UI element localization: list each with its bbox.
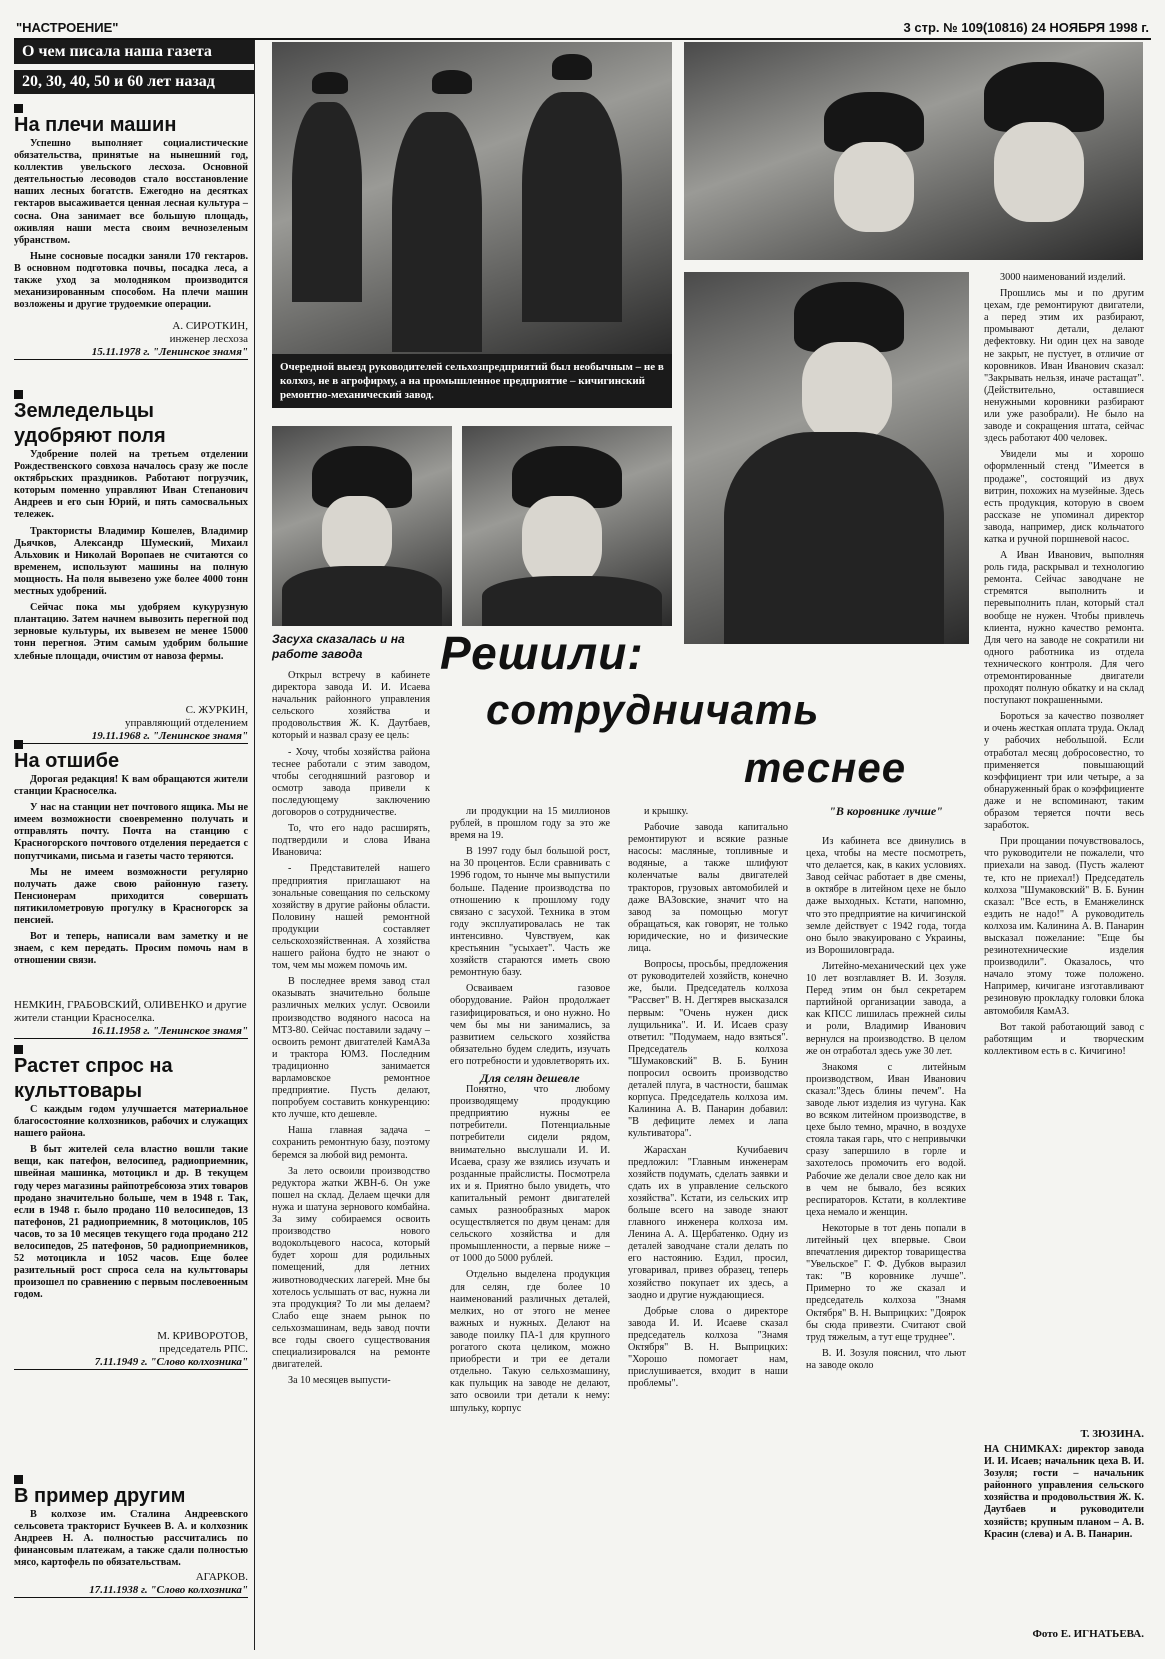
page-header	[14, 20, 1151, 40]
paragraph: Вот и теперь, написали вам заметку и не знаем, с кем передать. Просим помочь нам в отношении связи.	[14, 931, 248, 967]
article-title: Растет спрос на культтовары	[14, 1055, 173, 1102]
archive-column	[14, 100, 248, 1650]
source-date: 17.11.1938 г. "Слово колхозника"	[14, 1584, 248, 1598]
author: АГАРКОВ.	[195, 1571, 248, 1583]
paragraph: Отдельно выделена продукция для селян, где более 10 наименований различных деталей, мелких, но от этого не менее важных и нужных. Делают на заводе поилку ПА-1 для крупного рогатого скота целиком, можно приобрести и три ее детали отдельно. Такую сельхозмашину, как пульщик на заводе не делают, зато освоили три детали к нему: шпульку, корпус	[450, 1269, 610, 1414]
photo-credit: Фото Е. ИГНАТЬЕВА.	[1032, 1628, 1144, 1640]
paragraph: Знакомя с литейным производством, Иван Иванович сказал:"Здесь блины печем". На заводе льют изделия из чугуна. Как во всяком литейном производстве, в цехе было темно, мрачно, в воздухе стояла такая гарь, что с непривычки сразу запершило в горле и захотелось промочить его водой. Рабочие же делали свое дело как ни в чем не бывало, без всяких респираторов. Кстати, в коллективе цеха немало и женщин.	[806, 1061, 966, 1218]
paragraph: Открыл встречу в кабинете директора завода И. И. Исаева начальник районного управления сельского хозяйства и продовольствия Ж. К. Даутбаев, который и назвал сразу ее цель:	[272, 670, 430, 742]
paragraph: Мы не имеем возможности регулярно получать даже свою районную газету. Пенсионерам приходится совершать пятикилометровую прогулку в Красногорск за пенсией.	[14, 866, 248, 927]
author: М. КРИВОРОТОВ,	[157, 1330, 248, 1342]
paragraph: А Иван Иванович, выполняя роль гида, раскрывал и технологию ремонта. Сейчас заводчане не стремятся выполнить и перевыполнить план, который стал вообще не нужен. Чтобы привлечь клиента, нужно качество ремонта. Для чего на заводе не сократили ни одного работника из отдела технического контроля. Для чего отремонтированные двигатели проходят полную обкатку и на склад поступают покрашенными.	[984, 550, 1144, 707]
bullet-icon	[14, 1045, 23, 1054]
main-column-3	[628, 806, 788, 1644]
paragraph: Наша главная задача – сохранить ремонтную базу, поэтому беремся за любой вид ремонта.	[272, 1125, 430, 1161]
article-body	[14, 138, 248, 320]
rubric-line-2: 20, 30, 40, 50 и 60 лет назад	[14, 70, 254, 94]
bullet-icon	[14, 390, 23, 399]
subheading: Для селян дешевле	[480, 1070, 580, 1085]
title-line-3: теснее	[744, 744, 907, 791]
title-line-2: сотрудничать	[486, 686, 820, 733]
paragraph: - Хочу, чтобы хозяйства района теснее работали с этим заводом, чтобы сегодняшний разговор и осмотр завода привели к последующему заключению договоров о сотрудничестве.	[272, 746, 430, 819]
paragraph: Рабочие завода капитально ремонтируют и всякие разные насосы: масляные, топливные и водяные, а также шлифуют коленчатые валы двигателей тракторов, грузовых автомобилей и даже ВАЗовские, значит что на завод за помощью могут обращаться, как говорят, не только юридические, но и физические лица.	[628, 822, 788, 955]
source-date: 16.11.1958 г. "Ленинское знамя"	[14, 1025, 248, 1039]
paragraph: Жарасхан Кучибаевич предложил: "Главным инженерам хозяйств подумать, сделать заявки и сдать их в управление сельского хозяйства". Кстати, из сельских итр больше всего на заводе знают главного инженера колхоза им. Ленина А. А. Щербатенко. Одну из деталей заводчане стали делать по его настоянию. Ездил, просил, уговаривал, привез образец, теперь хозяйство покупает их здесь, а заодно и другие нуждающиеся.	[628, 1144, 788, 1301]
photo-portrait-left	[272, 426, 452, 626]
photo-two-men	[684, 42, 1143, 260]
paragraph: Осваиваем газовое оборудование. Район продолжает газифицироваться, и оно нужно. Но чем бы мы ни занимались, за развитием сельского хозяйства обязательно будем следить, изучать его потребности и удовлетворять их.	[450, 983, 610, 1067]
author: С. ЖУРКИН,	[185, 704, 248, 716]
paragraph: ли продукции на 15 миллионов рублей, в прошлом году за это же время на 19.	[450, 806, 610, 842]
photo-director	[684, 272, 969, 644]
paragraph: При прощании почувствовалось, что руководители не пожалели, что приехали на завод. (Пусть жалеют те, кто не приехал!) Председатель колхоза "Шумаковский" В. Б. Бунин сказал: "Все есть, в Еманжелинск ездить не надо!" А руководитель колхоза им. Калинина А. В. Панарин высказал пожелание: "Еще бы резинотехнические изделия производили". Оказалось, что начало этому тоже положено. Например, кичигане изготавливают резиновую прокладку головки блока автомобиля КамАЗ.	[984, 836, 1144, 1017]
subheading: "В коровнике лучше"	[829, 804, 943, 818]
bullet-icon	[14, 104, 23, 113]
paragraph: и крышку.	[644, 806, 689, 817]
paragraph: Дорогая редакция! К вам обращаются жители станции Красноселка.	[14, 774, 248, 798]
bullet-icon	[14, 1475, 23, 1484]
paragraph: Увидели мы и хорошо оформленный стенд "Имеется в продаже", состоящий из двух витрин, похожих на музейные. Здесь есть продукция, которую в своем рассказе не упоминал директор завода, например, диск кольчатого катка и ручной поршневой насос.	[984, 449, 1144, 545]
paragraph: С каждым годом улучшается материальное благосостояние колхозников, рабочих и служащих нашего района.	[14, 1104, 248, 1140]
paragraph: Удобрение полей на третьем отделении Рождественского совхоза началось сразу же после октябрьских праздников. Работают погрузчик, которым поменно управляют Иван Степанович Андреев и его сын Юрий, и пять самосвальных тележек.	[14, 449, 248, 521]
article-5	[14, 1475, 248, 1598]
photo-group-walking	[272, 42, 672, 354]
author: НЕМКИН, ГРАБОВСКИЙ, ОЛИВЕНКО и другие жители станции Красноселка.	[14, 999, 247, 1024]
paragraph: Вопросы, просьбы, предложения от руководителей хозяйств, конечно же, были. Председатель колхоза "Рассвет" В. Н. Дегтярев высказался первым: "Очень нужен диск лущильника". И. И. Исаев сразу ответил: "Подумаем, надо взяться". Председатель колхоза "Шумаковский" В. Б. Бунин попросил освоить производство деталей плуга, в частности, башмак корпуса. Председатель колхоза им. Калинина А. В. Панарин добавил: "В дефиците лемех и лапа культиватора".	[628, 959, 788, 1140]
article-title: В пример другим	[14, 1485, 186, 1507]
paragraph: - Представителей нашего предприятия приглашают на зональные совещания по сельскому хозяйству в другие районы области. Половину нашей ремонтной продукции составляет сельскохозяйственная. А хозяйства нашего района будто не знают о том, чем мы можем помочь им.	[272, 863, 430, 972]
author-position: управляющий отделением	[124, 717, 248, 729]
paragraph: Некоторые в тот день попали в литейный цех впервые. Свои впечатления директор товарищества "Увельское" Г. Ф. Дубков выразил так: "В коровнике лучше". Примерно то же сказал и председатель колхоза "Знамя Октября" В. Н. Выприцких: "Доярок бы сюда привезти. Считают свой труд тяжелым, а тут еще труднее".	[806, 1222, 966, 1343]
photo-portrait-right	[462, 426, 672, 626]
photos-note: НА СНИМКАХ: директор завода И. И. Исаев; начальник цеха В. И. Зозуля; гости – начальник районного управления сельского хозяйства и продовольствия Ж. К. Даутбаев и руководители хозяйств; крупным планом – А. В. Красин (слева) и А. В. Панарин.	[984, 1444, 1144, 1540]
photo-caption: Очередной выезд руководителей сельхозпредприятий был необычным – не в колхоз, не в агрофирму, а на промышленное предприятие – кичигинский ремонтно-механический завод.	[272, 354, 672, 408]
byline: Т. ЗЮЗИНА.	[1080, 1428, 1144, 1440]
article-2	[14, 390, 248, 744]
article-title: На отшибе	[14, 750, 120, 772]
author: А. СИРОТКИН,	[172, 320, 248, 332]
author-position: инженер лесхоза	[169, 333, 248, 345]
intro-heading: Засуха сказалась и на работе завода	[272, 632, 405, 661]
paragraph: Успешно выполняет социалистические обязательства, принятые на нынешний год, коллектив увельского лесхоза. Основной деятельностью лесоводов стало восстановление наших лесных богатств. Ежегодно на десятках гектаров высаживается ценная лесная культура – сосна. Она занимает все большую площадь, оживляя наши места своим вечнозеленым убранством.	[14, 138, 248, 246]
paragraph: В быт жителей села властно вошли такие вещи, как патефон, велосипед, радиоприемник, швейная машинка, мотоцикл и др. В текущем году через магазины райпотребсоюза этих товаров продано значительно больше, чем в 1948 г. Так, если в 1948 г. было продано 110 велосипедов, 13 патефонов, 21 радиоприемник, 8 мотоциклов, 105 часов, то за 10 месяцев текущего года продано 212 велосипедов, 25 патефонов, 50 радиоприемников, 52 мотоцикла и 1052 часов. Еще более разительный рост спроса села на культтовары произошел по сравнению с первым послевоенным годом.	[14, 1144, 248, 1301]
main-column-1	[272, 670, 430, 1642]
main-column-2	[450, 806, 610, 1644]
paragraph: Трактористы Владимир Кошелев, Владимир Дьячков, Александр Шумеский, Михаил Альховик и Николай Воропаев не считаются со временем, используют машины на полную мощность. На поля вывезено уже более 4000 тонн местных удобрений.	[14, 525, 248, 598]
section-name: "НАСТРОЕНИЕ"	[16, 20, 119, 35]
paragraph: То, что его надо расширять, подтвердили и слова Ивана Ивановича:	[272, 823, 430, 859]
article-body	[14, 1509, 248, 1571]
paragraph: Бороться за качество позволяет и очень жесткая оплата труда. Оклад у рабочих небольшой. Если отработал месяц добросовестно, то применяется повышающий коэффициент три или четыре, а за обнаруженный брак о коэффициенте даже и не вспоминают, таким образом теряется почти весь заработок.	[984, 711, 1144, 832]
paragraph: За 10 месяцев выпусти-	[288, 1375, 391, 1387]
author-position: председатель РПС.	[159, 1343, 248, 1355]
main-column-4	[806, 836, 966, 1644]
title-line-1: Решили:	[440, 627, 644, 679]
source-date: 15.11.1978 г. "Ленинское знамя"	[14, 346, 248, 360]
paragraph: За лето освоили производство редуктора жатки ЖВН-6. Он уже пошел на склад. Делаем щечки для нужа и шатуна зернового комбайна. За зиму собираемся освоить производство нового водоколъцевого насоса, который будет хорош для родильных помещений, для летних животноводческих лагерей. Мне бы хотелось услышать от вас, нужна ли эта продукция? То ли мы делаем? Слабо еще знаем рынок по сельхозмашинам, ведь завод почти все годы своего существования специализировался на ремонте двигателей.	[272, 1165, 430, 1371]
column-divider	[254, 40, 255, 1650]
paragraph: В последнее время завод стал оказывать значительно больше различных мелких услуг. Освоили производство водяного насоса на МТЗ-80. Сейчас поставили задачу – освоить ремонт двигателей КамАЗа и трактора ЮМЗ. Последним традиционно занимается варламовское ремонтное предприятие. Пусть делают, попробуем составить конкуренцию: кто лучше, кто дешевле.	[272, 976, 430, 1121]
paragraph: Из кабинета все двинулись в цеха, чтобы на месте посмотреть, что делается, как, в каких условиях. Завод сейчас работает в две смены, в октябре в литейном цехе не было даже выходных. Кстати, напомню, что это предприятие на кичигинской земле действует с 1942 года, тогда оно было эвакуировано с Украины, из Ворошиловграда.	[806, 836, 966, 956]
paragraph: В 1997 году был большой рост, на 30 процентов. Если сравнивать с 1996 годом, то нынче мы выпустили больше. Падение производства по отношению к прошлому году связано с засухой. Техника в этом году эксплуатировалась не так интенсивно. Чувствуем, как крестьянин "усыхает". Часть же хозяйств стараются иметь свою ремонтную базу.	[450, 846, 610, 979]
paragraph: В. И. Зозуля пояснил, что льют на заводе около	[806, 1347, 966, 1371]
paragraph: Ныне сосновые посадки заняли 170 гектаров. В основном подготовка почвы, посадка леса, а также уход за молодняком производится механизированным способом. На плечи машин возложены и другие трудоемкие операции.	[14, 250, 248, 311]
article-body	[14, 774, 248, 999]
article-3	[14, 740, 248, 1039]
bullet-icon	[14, 740, 23, 749]
paragraph: Литейно-механический цех уже 10 лет возглавляет В. И. Зозуля. Перед этим он был секретарем партийной организации завода, а как КПСС лишилась прежней силы и роли, Владимир Иванович вернулся на производство. В целом же он отработал здесь уже 30 лет.	[806, 960, 966, 1057]
article-1	[14, 104, 248, 360]
main-column-5	[984, 272, 1144, 1420]
rubric-line-1: О чем писала наша газета	[14, 40, 254, 64]
source-date: 19.11.1968 г. "Ленинское знамя"	[14, 730, 248, 744]
paragraph: В колхозе им. Сталина Андреевского сельсовета тракторист Бучкеев В. А. и колхозник Андреев Н. А. полностью рассчитались по финансовым платежам, а также сдали полностью мясо, картофель по обязательствам.	[14, 1509, 248, 1569]
article-body	[14, 449, 248, 704]
paragraph: Добрые слова о директоре завода И. И. Исаеве сказал председатель колхоза "Знамя Октября" В. Н. Выприцких: "Хорошо помогает нам, прислушивается, входит в наши проблемы".	[628, 1305, 788, 1390]
article-title: Земледельцы удобряют поля	[14, 400, 166, 447]
paragraph: 3000 наименований изделий.	[1000, 272, 1126, 283]
paragraph: Прошлись мы и по другим цехам, где ремонтируют двигатели, а перед этим их разбирают, промывают детали, делают дефектовку. Ни один цех на заводе не закрыт, не пустует, в отличие от коровников. Иван Иванович сказал: "Закрывать нельзя, иначе растащат". (Действительно, оставшиеся ненужными коровники разбирают или уже разобрали). Не было на заводе и сокращения штата, сейчас здесь работают 400 человек.	[984, 288, 1144, 445]
article-title: На плечи машин	[14, 114, 177, 136]
paragraph: У нас на станции нет почтового ящика. Мы не имеем возможности своевременно получать и отправлять почту. Почта на станцию с Красногорского почтового отделения передается с попутчиками, письма и газеты часто теряются.	[14, 802, 248, 862]
issue-info: 3 стр. № 109(10816) 24 НОЯБРЯ 1998 г.	[903, 20, 1149, 35]
article-4	[14, 1045, 248, 1370]
paragraph: Понятно, что любому производящему продукцию предприятию нужны ее потребители. Потенциальные потребители сидели рядом, внимательно выслушали И. И. Исаева, сразу же взялись изучать и розданные прайслисты. Посмотрела их и я. Приятно было увидеть, что капитальный ремонт двигателей самых разнообразных марок осуществляется по двум ценам: для сельского хозяйства и для промышленности, а первые ниже – от 1000 до 5000 рублей.	[450, 1084, 610, 1265]
paragraph: Вот такой работающий завод с работящим и творческим коллективом есть в с. Кичигино!	[984, 1021, 1144, 1057]
paragraph: Сейчас пока мы удобряем кукурузную плантацию. Затем начнем вывозить перегной под зерновые культуры, их вывезем не менее 15000 тонн перегноя. Этим самым удобрим большие хлебные площади, очистим от навоза фермы.	[14, 602, 248, 662]
source-date: 7.11.1949 г. "Слово колхозника"	[14, 1356, 248, 1370]
article-body	[14, 1104, 248, 1330]
